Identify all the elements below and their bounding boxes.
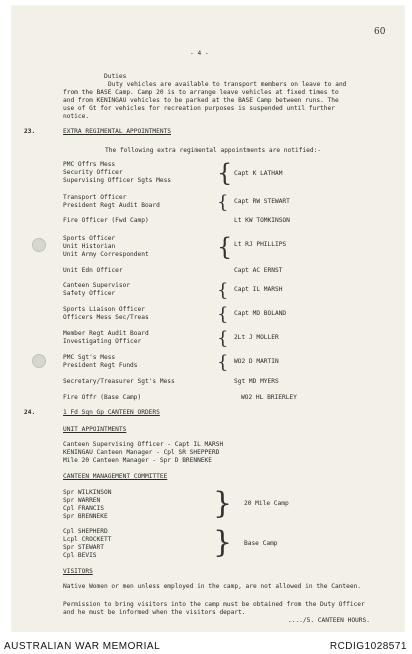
- visitors-line: Native Women or men unless employed in the camp, are not allowed in the Canteen.: [63, 583, 362, 590]
- appointment-role: President Regt Funds: [63, 362, 138, 369]
- unit-appointment-line: Mile 20 Canteen Manager - Spr D BRENNEKE: [63, 457, 213, 464]
- brace: {: [217, 328, 229, 349]
- appointment-name: Sgt MD MYERS: [234, 378, 279, 385]
- appointment-role: Fire Offr (Base Camp): [63, 394, 142, 401]
- appointment-role: Officers Mess Sec/Treas: [63, 314, 149, 321]
- committee-member: Spr STEWART: [63, 544, 104, 551]
- duties-line: Duty vehicles are available to transport members on leave to and: [108, 81, 347, 88]
- appointment-role: Safety Officer: [63, 290, 116, 297]
- appointment-role: Secretary/Treasurer Sgt's Mess: [63, 378, 175, 385]
- appointment-name: WO2 HL BRIERLEY: [241, 394, 297, 401]
- appointment-name: Lt RJ PHILLIPS: [234, 241, 287, 248]
- appointment-role: Transport Officer: [63, 194, 127, 201]
- appointment-name: 2Lt J MOLLER: [234, 334, 279, 341]
- section-23-number: 23.: [24, 128, 36, 135]
- section-24-number: 24.: [24, 409, 36, 416]
- visitors-line: Permission to bring visitors into the camp must be obtained from the Duty Officer: [63, 601, 365, 608]
- unit-appointment-line: KENINGAU Canteen Manager - Cpl SR SHEPPERD: [63, 449, 220, 456]
- committee-member: Lcpl CROCKETT: [63, 536, 112, 543]
- punch-hole-top: [32, 238, 46, 252]
- appointment-role: Fire Officer (Fwd Camp): [63, 217, 149, 224]
- section-24-heading: 1 Fd Sqn Gp CANTEEN ORDERS: [63, 409, 160, 416]
- committee-member: Spr WARREN: [63, 497, 101, 504]
- appointment-role: Member Regt Audit Board: [63, 330, 149, 337]
- brace: {: [217, 192, 229, 213]
- duties-line: use of Gt for vehicles for recreation purposes is suspended until further: [63, 105, 335, 112]
- archive-reference: RCDIG1028571: [329, 641, 407, 652]
- section-23-heading: EXTRA REGIMENTAL APPOINTMENTS: [63, 128, 172, 135]
- appointment-name: WO2 D MARTIN: [234, 358, 279, 365]
- continuation-note: ..../5. CANTEEN HOURS.: [288, 617, 370, 624]
- duties-line: notice.: [63, 113, 90, 120]
- committee-member: Cpl SHEPHERD: [63, 528, 108, 535]
- brace: }: [213, 525, 233, 560]
- appointment-role: Unit Historian: [63, 243, 116, 250]
- appointment-name: Capt MD BOLAND: [234, 310, 287, 317]
- appointment-role: Unit Edn Officer: [63, 267, 123, 274]
- appointment-role: PMC Offrs Mess: [63, 161, 116, 168]
- section-23-intro: The following extra regimental appointments are notified:-: [105, 147, 322, 154]
- archive-name: AUSTRALIAN WAR MEMORIAL: [4, 641, 161, 652]
- committee-member: Cpl FRANCIS: [63, 505, 104, 512]
- appointment-role: Supervising Officer Sgts Mess: [63, 177, 172, 184]
- appointment-role: PMC Sgt's Mess: [63, 354, 116, 361]
- brace: }: [213, 486, 233, 521]
- committee-member: Spr BRENNEKE: [63, 513, 108, 520]
- duties-line: from the BASE Camp. Camp 20 is to arrange leave vehicles at fixed times to: [63, 89, 339, 96]
- appointment-role: Security Officer: [63, 169, 123, 176]
- handwritten-page-number: 60: [374, 27, 386, 37]
- appointment-role: Sports Liaison Officer: [63, 306, 145, 313]
- brace: {: [217, 352, 229, 373]
- page-marker: - 4 -: [190, 50, 209, 57]
- unit-appointments-heading: UNIT APPOINTMENTS: [63, 426, 127, 433]
- visitors-heading: VISITORS: [63, 568, 93, 575]
- appointment-role: Canteen Supervisor: [63, 282, 131, 289]
- appointment-role: Unit Army Correspondent: [63, 251, 149, 258]
- brace: {: [217, 159, 233, 187]
- visitors-line: and he must be informed when the visitors depart.: [63, 609, 246, 616]
- brace: {: [217, 304, 229, 325]
- committee-member: Cpl BEVIS: [63, 552, 97, 559]
- committee-heading: CANTEEN MANAGEMENT COMMITTEE: [63, 473, 168, 480]
- duties-line: and from KENINGAU vehicles to be parked at the BASE Camp between runs. The: [63, 97, 339, 104]
- appointment-name: Capt IL MARSH: [234, 286, 283, 293]
- committee-location: 20 Mile Camp: [244, 500, 289, 507]
- appointment-name: Capt RW STEWART: [234, 198, 290, 205]
- appointment-name: Capt K LATHAM: [234, 170, 283, 177]
- appointment-role: President Regt Audit Board: [63, 202, 160, 209]
- archive-footer: [0, 632, 412, 654]
- unit-appointment-line: Canteen Supervising Officer - Capt IL MARSH: [63, 441, 224, 448]
- committee-member: Spr WILKINSON: [63, 489, 112, 496]
- brace: {: [217, 280, 229, 301]
- appointment-role: Sports Officer: [63, 235, 116, 242]
- appointment-name: Capt AC ERNST: [234, 267, 283, 274]
- committee-location: Base Camp: [244, 540, 278, 547]
- brace: {: [217, 233, 233, 261]
- duties-heading: Duties: [104, 73, 127, 80]
- appointment-role: Investigating Officer: [63, 338, 142, 345]
- punch-hole-bottom: [32, 354, 46, 368]
- appointment-name: Lt KW TOMKINSON: [234, 217, 290, 224]
